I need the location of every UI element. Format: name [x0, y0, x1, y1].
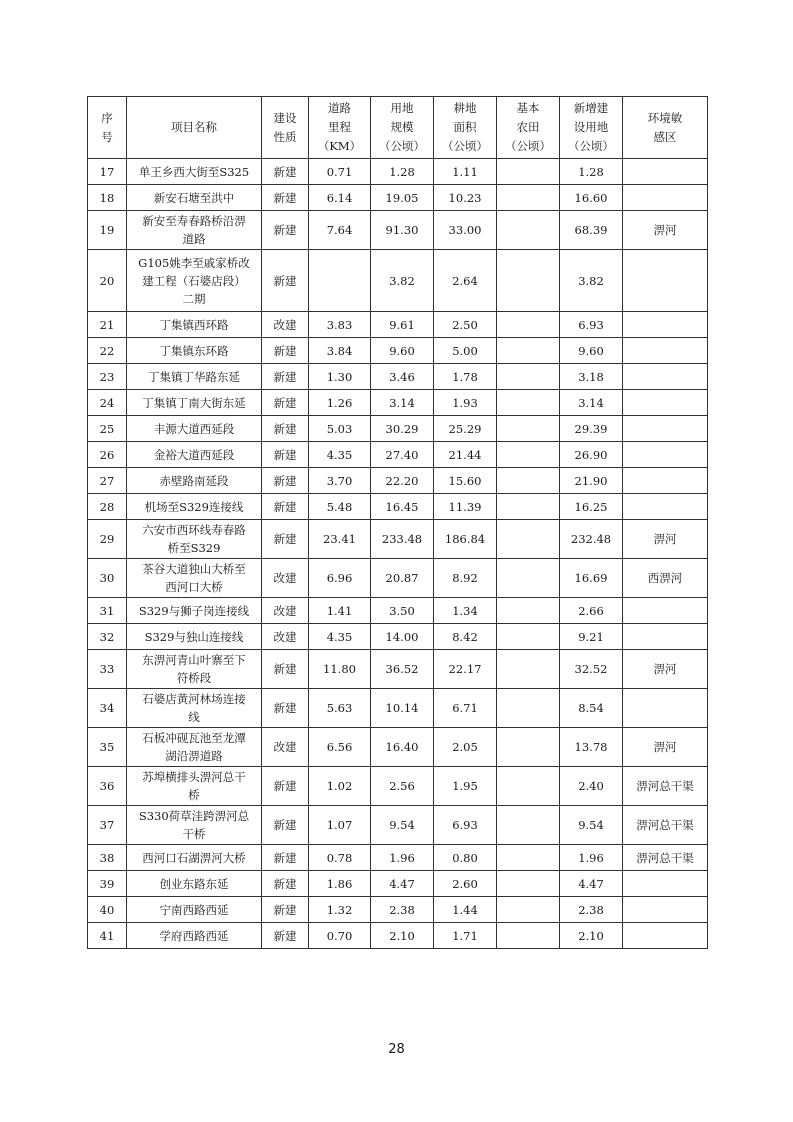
header-farmland-area: 耕地 面积 （公顷） — [434, 97, 497, 159]
table-row — [88, 159, 708, 185]
cell-project-name: G105姚李至戚家桥改 建工程（石婆店段） 二期 — [127, 250, 262, 312]
cell-new-construction-land: 3.18 — [560, 364, 623, 390]
cell-project-name: 新安至寿春路桥沿淠 道路 — [127, 211, 262, 250]
cell-new-construction-land: 29.39 — [560, 416, 623, 442]
cell-project-name: 赤壁路南延段 — [127, 468, 262, 494]
table-row — [88, 312, 708, 338]
cell-basic-farmland — [497, 364, 560, 390]
cell-land-scale: 20.87 — [371, 559, 434, 598]
cell-nature: 新建 — [262, 650, 309, 689]
cell-farmland-area: 8.42 — [434, 624, 497, 650]
header-road-length: 道路 里程 （KM） — [309, 97, 371, 159]
cell-seq: 20 — [88, 250, 127, 312]
cell-farmland-area: 1.34 — [434, 598, 497, 624]
cell-environment-sensitive — [623, 923, 708, 949]
cell-road-length: 7.64 — [309, 211, 371, 250]
cell-nature: 新建 — [262, 416, 309, 442]
cell-nature: 新建 — [262, 364, 309, 390]
cell-farmland-area: 1.78 — [434, 364, 497, 390]
cell-seq: 35 — [88, 728, 127, 767]
cell-environment-sensitive: 淠河 — [623, 728, 708, 767]
table-row — [88, 520, 708, 559]
cell-basic-farmland — [497, 159, 560, 185]
cell-new-construction-land: 1.96 — [560, 845, 623, 871]
table-row — [88, 728, 708, 767]
cell-seq: 30 — [88, 559, 127, 598]
cell-environment-sensitive: 淠河 — [623, 650, 708, 689]
cell-environment-sensitive: 淠河 — [623, 211, 708, 250]
page-number: 28 — [388, 1042, 405, 1057]
cell-land-scale: 3.50 — [371, 598, 434, 624]
cell-new-construction-land: 16.60 — [560, 185, 623, 211]
cell-new-construction-land: 3.14 — [560, 390, 623, 416]
cell-seq: 19 — [88, 211, 127, 250]
cell-seq: 27 — [88, 468, 127, 494]
cell-seq: 33 — [88, 650, 127, 689]
cell-environment-sensitive — [623, 364, 708, 390]
cell-land-scale: 16.45 — [371, 494, 434, 520]
cell-project-name: 东淠河青山叶寨至下 符桥段 — [127, 650, 262, 689]
table-header-row — [88, 97, 708, 159]
cell-basic-farmland — [497, 211, 560, 250]
cell-seq: 22 — [88, 338, 127, 364]
cell-new-construction-land: 2.66 — [560, 598, 623, 624]
cell-environment-sensitive — [623, 494, 708, 520]
cell-basic-farmland — [497, 728, 560, 767]
cell-basic-farmland — [497, 520, 560, 559]
cell-land-scale: 9.61 — [371, 312, 434, 338]
cell-land-scale: 27.40 — [371, 442, 434, 468]
cell-road-length: 0.78 — [309, 845, 371, 871]
cell-project-name: 苏埠横排头淠河总干 桥 — [127, 767, 262, 806]
cell-new-construction-land: 2.40 — [560, 767, 623, 806]
cell-road-length — [309, 250, 371, 312]
table-row — [88, 442, 708, 468]
cell-road-length: 4.35 — [309, 442, 371, 468]
cell-land-scale: 233.48 — [371, 520, 434, 559]
cell-environment-sensitive — [623, 598, 708, 624]
table-row — [88, 468, 708, 494]
cell-road-length: 6.14 — [309, 185, 371, 211]
cell-seq: 25 — [88, 416, 127, 442]
cell-project-name: 丁集镇丁南大街东延 — [127, 390, 262, 416]
cell-project-name: 学府西路西延 — [127, 923, 262, 949]
cell-road-length: 3.84 — [309, 338, 371, 364]
cell-farmland-area: 2.60 — [434, 871, 497, 897]
cell-environment-sensitive — [623, 689, 708, 728]
cell-farmland-area: 186.84 — [434, 520, 497, 559]
cell-project-name: 新安石塘至洪中 — [127, 185, 262, 211]
cell-nature: 新建 — [262, 442, 309, 468]
cell-basic-farmland — [497, 767, 560, 806]
cell-farmland-area: 21.44 — [434, 442, 497, 468]
cell-seq: 23 — [88, 364, 127, 390]
cell-nature: 新建 — [262, 338, 309, 364]
cell-seq: 41 — [88, 923, 127, 949]
cell-project-name: S329与独山连接线 — [127, 624, 262, 650]
cell-farmland-area: 6.71 — [434, 689, 497, 728]
cell-farmland-area: 11.39 — [434, 494, 497, 520]
cell-nature: 新建 — [262, 494, 309, 520]
cell-farmland-area: 8.92 — [434, 559, 497, 598]
table-row — [88, 416, 708, 442]
cell-seq: 34 — [88, 689, 127, 728]
cell-basic-farmland — [497, 185, 560, 211]
cell-basic-farmland — [497, 312, 560, 338]
cell-new-construction-land: 16.69 — [560, 559, 623, 598]
cell-new-construction-land: 26.90 — [560, 442, 623, 468]
cell-project-name: 石婆店黄河林场连接 线 — [127, 689, 262, 728]
cell-road-length: 11.80 — [309, 650, 371, 689]
cell-farmland-area: 33.00 — [434, 211, 497, 250]
cell-nature: 新建 — [262, 390, 309, 416]
cell-project-name: 六安市西环线寿春路 桥至S329 — [127, 520, 262, 559]
cell-basic-farmland — [497, 923, 560, 949]
cell-environment-sensitive — [623, 871, 708, 897]
cell-new-construction-land: 232.48 — [560, 520, 623, 559]
cell-farmland-area: 6.93 — [434, 806, 497, 845]
cell-road-length: 6.96 — [309, 559, 371, 598]
cell-road-length: 3.83 — [309, 312, 371, 338]
cell-road-length: 5.48 — [309, 494, 371, 520]
header-basic-farmland: 基本 农田 （公顷） — [497, 97, 560, 159]
table-row — [88, 559, 708, 598]
cell-environment-sensitive — [623, 185, 708, 211]
table-row — [88, 338, 708, 364]
cell-seq: 21 — [88, 312, 127, 338]
cell-land-scale: 36.52 — [371, 650, 434, 689]
cell-road-length: 4.35 — [309, 624, 371, 650]
cell-project-name: 丁集镇东环路 — [127, 338, 262, 364]
cell-farmland-area: 5.00 — [434, 338, 497, 364]
cell-seq: 31 — [88, 598, 127, 624]
cell-seq: 37 — [88, 806, 127, 845]
cell-new-construction-land: 16.25 — [560, 494, 623, 520]
cell-nature: 改建 — [262, 624, 309, 650]
cell-seq: 28 — [88, 494, 127, 520]
cell-new-construction-land: 9.60 — [560, 338, 623, 364]
cell-new-construction-land: 3.82 — [560, 250, 623, 312]
cell-land-scale: 19.05 — [371, 185, 434, 211]
cell-road-length: 1.86 — [309, 871, 371, 897]
cell-project-name: 石板冲砚瓦池至龙潭 湖沿淠道路 — [127, 728, 262, 767]
cell-project-name: 丁集镇丁华路东延 — [127, 364, 262, 390]
table-row — [88, 806, 708, 845]
cell-basic-farmland — [497, 897, 560, 923]
cell-road-length: 3.70 — [309, 468, 371, 494]
header-land-scale: 用地 规模 （公顷） — [371, 97, 434, 159]
cell-environment-sensitive — [623, 416, 708, 442]
cell-environment-sensitive — [623, 159, 708, 185]
cell-farmland-area: 2.64 — [434, 250, 497, 312]
cell-land-scale: 14.00 — [371, 624, 434, 650]
cell-new-construction-land: 4.47 — [560, 871, 623, 897]
cell-land-scale: 3.82 — [371, 250, 434, 312]
cell-environment-sensitive: 淠河总干渠 — [623, 767, 708, 806]
cell-project-name: S330荷草洼跨淠河总 干桥 — [127, 806, 262, 845]
cell-seq: 36 — [88, 767, 127, 806]
cell-new-construction-land: 8.54 — [560, 689, 623, 728]
table-row — [88, 250, 708, 312]
cell-project-name: 茶谷大道独山大桥至 西河口大桥 — [127, 559, 262, 598]
cell-road-length: 1.30 — [309, 364, 371, 390]
cell-environment-sensitive — [623, 624, 708, 650]
cell-project-name: 机场至S329连接线 — [127, 494, 262, 520]
cell-nature: 新建 — [262, 845, 309, 871]
cell-farmland-area: 1.93 — [434, 390, 497, 416]
cell-road-length: 5.03 — [309, 416, 371, 442]
cell-nature: 新建 — [262, 806, 309, 845]
cell-road-length: 6.56 — [309, 728, 371, 767]
cell-farmland-area: 1.11 — [434, 159, 497, 185]
cell-basic-farmland — [497, 598, 560, 624]
cell-nature: 新建 — [262, 159, 309, 185]
cell-land-scale: 30.29 — [371, 416, 434, 442]
cell-new-construction-land: 13.78 — [560, 728, 623, 767]
table-row — [88, 845, 708, 871]
cell-land-scale: 1.96 — [371, 845, 434, 871]
cell-land-scale: 2.56 — [371, 767, 434, 806]
table-row — [88, 650, 708, 689]
table-row — [88, 598, 708, 624]
table-row — [88, 871, 708, 897]
cell-seq: 39 — [88, 871, 127, 897]
cell-environment-sensitive — [623, 442, 708, 468]
cell-basic-farmland — [497, 689, 560, 728]
cell-new-construction-land: 1.28 — [560, 159, 623, 185]
cell-new-construction-land: 6.93 — [560, 312, 623, 338]
cell-farmland-area: 1.44 — [434, 897, 497, 923]
header-nature: 建设 性质 — [262, 97, 309, 159]
table-body — [88, 159, 708, 949]
cell-land-scale: 91.30 — [371, 211, 434, 250]
cell-nature: 新建 — [262, 897, 309, 923]
header-seq: 序 号 — [88, 97, 127, 159]
cell-seq: 17 — [88, 159, 127, 185]
cell-seq: 29 — [88, 520, 127, 559]
cell-basic-farmland — [497, 338, 560, 364]
cell-project-name: 西河口石湖淠河大桥 — [127, 845, 262, 871]
cell-nature: 新建 — [262, 520, 309, 559]
cell-seq: 32 — [88, 624, 127, 650]
cell-nature: 改建 — [262, 598, 309, 624]
cell-new-construction-land: 2.10 — [560, 923, 623, 949]
cell-farmland-area: 22.17 — [434, 650, 497, 689]
cell-land-scale: 22.20 — [371, 468, 434, 494]
cell-environment-sensitive — [623, 312, 708, 338]
cell-road-length: 1.41 — [309, 598, 371, 624]
header-environment-sensitive: 环境敏 感区 — [623, 97, 708, 159]
table-row — [88, 185, 708, 211]
table-row — [88, 364, 708, 390]
cell-new-construction-land: 9.54 — [560, 806, 623, 845]
table-row — [88, 923, 708, 949]
cell-nature: 改建 — [262, 312, 309, 338]
cell-seq: 24 — [88, 390, 127, 416]
table-row — [88, 897, 708, 923]
cell-basic-farmland — [497, 442, 560, 468]
cell-road-length: 1.26 — [309, 390, 371, 416]
table-row — [88, 689, 708, 728]
cell-seq: 38 — [88, 845, 127, 871]
cell-road-length: 5.63 — [309, 689, 371, 728]
cell-nature: 改建 — [262, 559, 309, 598]
cell-seq: 18 — [88, 185, 127, 211]
cell-land-scale: 4.47 — [371, 871, 434, 897]
cell-environment-sensitive — [623, 468, 708, 494]
cell-road-length: 0.70 — [309, 923, 371, 949]
cell-nature: 新建 — [262, 468, 309, 494]
cell-nature: 新建 — [262, 185, 309, 211]
cell-farmland-area: 2.50 — [434, 312, 497, 338]
cell-nature: 新建 — [262, 923, 309, 949]
cell-farmland-area: 25.29 — [434, 416, 497, 442]
cell-environment-sensitive — [623, 390, 708, 416]
table-row — [88, 494, 708, 520]
cell-environment-sensitive — [623, 338, 708, 364]
cell-basic-farmland — [497, 416, 560, 442]
cell-environment-sensitive: 西淠河 — [623, 559, 708, 598]
cell-project-name: 宁南西路西延 — [127, 897, 262, 923]
cell-farmland-area: 2.05 — [434, 728, 497, 767]
cell-land-scale: 3.46 — [371, 364, 434, 390]
cell-new-construction-land: 9.21 — [560, 624, 623, 650]
cell-road-length: 1.07 — [309, 806, 371, 845]
cell-road-length: 1.32 — [309, 897, 371, 923]
cell-new-construction-land: 68.39 — [560, 211, 623, 250]
cell-project-name: 创业东路东延 — [127, 871, 262, 897]
cell-nature: 新建 — [262, 250, 309, 312]
cell-nature: 新建 — [262, 871, 309, 897]
cell-farmland-area: 10.23 — [434, 185, 497, 211]
cell-nature: 新建 — [262, 211, 309, 250]
cell-project-name: 丁集镇西环路 — [127, 312, 262, 338]
cell-environment-sensitive: 淠河总干渠 — [623, 845, 708, 871]
cell-farmland-area: 15.60 — [434, 468, 497, 494]
cell-farmland-area: 1.95 — [434, 767, 497, 806]
cell-project-name: S329与狮子岗连接线 — [127, 598, 262, 624]
cell-environment-sensitive — [623, 897, 708, 923]
cell-land-scale: 2.10 — [371, 923, 434, 949]
table-row — [88, 211, 708, 250]
cell-basic-farmland — [497, 650, 560, 689]
cell-environment-sensitive: 淠河总干渠 — [623, 806, 708, 845]
cell-new-construction-land: 32.52 — [560, 650, 623, 689]
cell-basic-farmland — [497, 871, 560, 897]
cell-farmland-area: 1.71 — [434, 923, 497, 949]
cell-seq: 40 — [88, 897, 127, 923]
cell-nature: 新建 — [262, 767, 309, 806]
table-row — [88, 624, 708, 650]
cell-basic-farmland — [497, 806, 560, 845]
cell-environment-sensitive — [623, 250, 708, 312]
cell-basic-farmland — [497, 494, 560, 520]
header-project-name: 项目名称 — [127, 97, 262, 159]
cell-project-name: 金裕大道西延段 — [127, 442, 262, 468]
cell-land-scale: 9.60 — [371, 338, 434, 364]
table-row — [88, 390, 708, 416]
header-new-construction-land: 新增建 设用地 （公顷） — [560, 97, 623, 159]
cell-nature: 改建 — [262, 728, 309, 767]
cell-land-scale: 3.14 — [371, 390, 434, 416]
cell-road-length: 23.41 — [309, 520, 371, 559]
cell-road-length: 0.71 — [309, 159, 371, 185]
cell-environment-sensitive: 淠河 — [623, 520, 708, 559]
cell-basic-farmland — [497, 624, 560, 650]
project-table — [87, 96, 708, 949]
cell-land-scale: 10.14 — [371, 689, 434, 728]
cell-new-construction-land: 2.38 — [560, 897, 623, 923]
cell-basic-farmland — [497, 559, 560, 598]
cell-basic-farmland — [497, 845, 560, 871]
cell-new-construction-land: 21.90 — [560, 468, 623, 494]
cell-project-name: 丰源大道西延段 — [127, 416, 262, 442]
cell-project-name: 单王乡西大街至S325 — [127, 159, 262, 185]
cell-basic-farmland — [497, 250, 560, 312]
cell-farmland-area: 0.80 — [434, 845, 497, 871]
cell-road-length: 1.02 — [309, 767, 371, 806]
cell-seq: 26 — [88, 442, 127, 468]
cell-land-scale: 9.54 — [371, 806, 434, 845]
cell-basic-farmland — [497, 390, 560, 416]
table-row — [88, 767, 708, 806]
cell-basic-farmland — [497, 468, 560, 494]
cell-land-scale: 2.38 — [371, 897, 434, 923]
cell-land-scale: 16.40 — [371, 728, 434, 767]
cell-nature: 新建 — [262, 689, 309, 728]
cell-land-scale: 1.28 — [371, 159, 434, 185]
